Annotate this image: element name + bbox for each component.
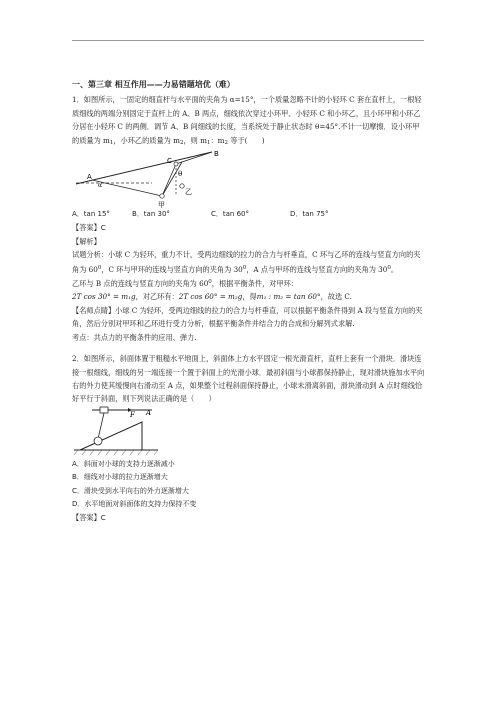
q1-analysis-text: ，得 <box>242 292 257 302</box>
degree-mark: 0 <box>208 279 212 286</box>
q1-analysis-text: 乙环与 B 点的连线与竖直方向的夹角为 60 <box>72 279 209 289</box>
string-a <box>92 180 162 196</box>
q1-analysis-text: ，根据平衡条件，对甲环： <box>211 279 299 289</box>
q1-answer: 【答案】C <box>72 223 106 233</box>
slider <box>100 407 108 413</box>
q1-sub: 2 <box>179 139 184 146</box>
label-jia: 甲 <box>158 201 165 209</box>
document-body <box>72 78 426 525</box>
q1-options <box>72 208 426 221</box>
q2-option-a: A．斜面对小球的支持力逐渐减小 <box>72 459 175 468</box>
q1-analysis-text: ，A 点与甲环的连线与竖直方向的夹角为 30 <box>246 264 388 274</box>
degree-mark: 0 <box>387 264 391 271</box>
label-yi: 乙 <box>185 188 192 197</box>
q1-analysis-para1: 试题分析：小球 C 为轻环，重力不计，受两边细线的拉力的合力与杆垂直，C 环与乙环的连线与竖直方向的夹角为 $60^0$，C 环与甲环的连线与竖直方向的夹角为 $30^0$，A 点与甲环的连线与竖直方向的夹角为 $30^0$。 <box>72 250 421 274</box>
q2-option-c: C．滑块受到水平向右的外力逐渐增大 <box>72 486 189 495</box>
q1-analysis-para2 <box>72 276 426 290</box>
q1-point: 考点：共点力的平衡条件的应用、弹力. <box>72 332 197 342</box>
q1-stem-text: ：m <box>210 135 225 145</box>
q1-option-b: B．tan 30° <box>132 210 170 219</box>
top-rule <box>72 40 424 41</box>
formula-jia: 2T cos 30° = m₁g <box>72 292 136 302</box>
section-title: 一、第三章 相互作用——力易错题培优（难） <box>72 80 235 89</box>
q1-analysis-text: 试题分析：小球 C 为轻环，重力不计，受两边细线的拉力的合力与杆垂直，C 环与乙环的连线与竖直方向的夹角为 60 <box>72 250 421 274</box>
q1-analysis-text: ，C 环与甲环的连线与竖直方向的夹角为 30 <box>101 264 243 274</box>
label-a: A <box>87 173 92 182</box>
q1-sub: 2 <box>224 139 228 146</box>
q2-figure <box>72 406 162 458</box>
q1-analysis-label: 【解析】 <box>72 236 101 246</box>
rod-line <box>76 152 212 184</box>
q1-stem-text: ，小环乙的质量为 m <box>113 135 180 145</box>
string <box>98 413 104 439</box>
q1-stem-text: 等于( ) <box>227 135 265 145</box>
q1-option-d: D．tan 75° <box>290 210 329 219</box>
q1-stem <box>72 93 426 150</box>
string-c <box>162 164 176 196</box>
q1-analysis-para3 <box>72 290 426 303</box>
degree-mark: 0 <box>97 264 102 271</box>
label-a2: A <box>146 408 152 417</box>
q1-analysis-text: ，对乙环有： <box>135 292 179 302</box>
q1-option-c: C．tan 60° <box>211 210 249 219</box>
q2-answer: 【答案】C <box>72 513 106 523</box>
q1-option-a: A．tan 15° <box>72 210 110 219</box>
ring-c <box>174 162 178 166</box>
q2-option-b: B．细线对小球的拉力逐渐增大 <box>72 473 168 482</box>
string-diag <box>162 162 182 196</box>
ball <box>94 437 102 445</box>
formula-ratio: m₁ : m₂ = tan 60° <box>256 292 321 302</box>
ring-jia <box>160 194 164 198</box>
label-theta: θ <box>178 170 183 179</box>
label-f: F <box>130 410 135 419</box>
q2-stem: 2．如图所示，斜面体置于粗糙水平地面上，斜面体上方水平固定一根光滑直杆，直杆上套有一个滑块．滑块连接一根细线，细线的另一端连接一个置于斜面上的光滑小球．最初斜面与小球都保持静止，现对滑块施加水平向右的外力使其缓慢向右滑动至 A 点，如果整个过程斜面保持静止，小球未滑离斜面，滑块滑动到 A 点时细线恰好平行于斜面，则下列说法正确的是（ ） <box>72 354 425 404</box>
ground-hatch <box>74 450 158 455</box>
label-alpha: α <box>98 182 103 190</box>
q2-options <box>72 458 426 512</box>
q1-sub: 1 <box>206 139 211 146</box>
q1-famous-tip: 【名师点睛】小球 C 为轻环，受两边细线的拉力的合力与杆垂直，可以根据平衡条件得到 A 段与竖直方向的夹角，然后分别对甲环和乙环进行受力分析，根据平衡条件并结合力的合成和分解列式求解. <box>72 305 423 329</box>
q2-option-d: D．水平地面对斜面体的支持力保持不变 <box>72 499 197 508</box>
formula-yi: 2T cos 60° = m₂g <box>178 292 243 302</box>
label-c: C <box>167 157 172 166</box>
label-b: B <box>214 150 219 159</box>
q1-figure <box>72 150 232 208</box>
q1-sub: 1 <box>109 139 114 146</box>
q1-stem-text: 1．如图所示，一固定的细直杆与水平面的夹角为 α=15°，一个质量忽略不计的小轻环 C 套在直杆上，一根轻质细线的两端分别固定于直杆上的 A、B 两点，细线依次穿过小环甲、小轻环 C 和小环乙，且小环甲和小环乙分居在小轻环 C 的两侧．调节 A、B 间细线的长度，当系统处于静止状态时 θ=45°.不计一切摩擦．设小环甲的质量为 m <box>72 95 422 145</box>
string-b <box>176 152 212 164</box>
q1-stem-text: ，则 m <box>183 135 207 145</box>
degree-mark: 0 <box>242 264 247 271</box>
q1-analysis-text: ，故选 C. <box>320 292 352 302</box>
ring-yi <box>180 184 184 188</box>
incline-block <box>80 422 142 450</box>
